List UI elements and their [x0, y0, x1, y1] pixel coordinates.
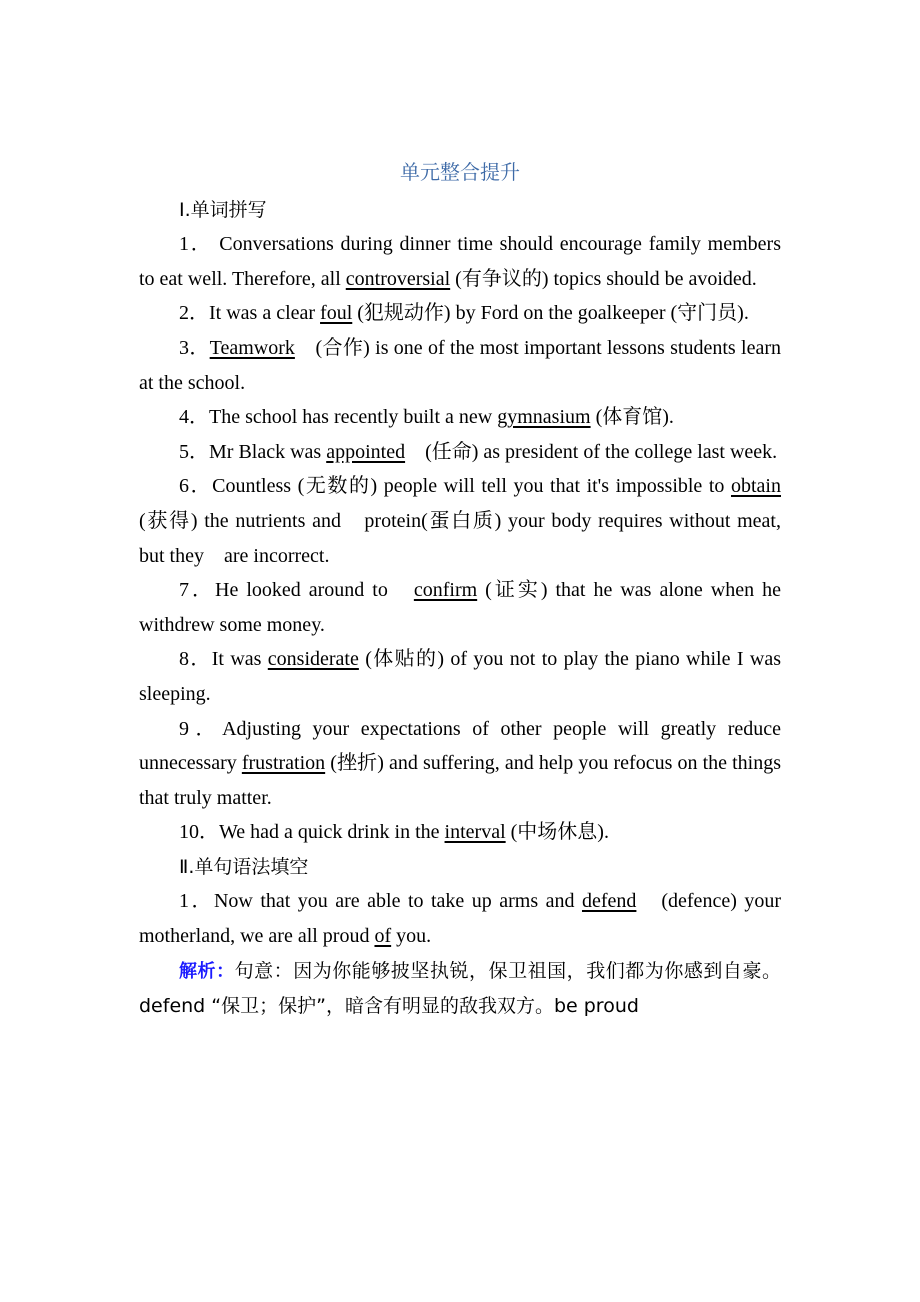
analysis-label: 解析：	[179, 960, 235, 982]
question-text: 4．The school has recently built a new	[179, 406, 498, 429]
question-text: (挫折) and suffering, and help you refocus on the things that truly matter.	[139, 752, 782, 809]
answer-text: interval	[444, 821, 506, 844]
question-text: (获得) the nutrients and protein(蛋白质) your body requires without meat, but they are incorrect.	[139, 509, 781, 567]
exercise-item	[139, 296, 781, 331]
question-text: (任命) as president of the college last week.	[405, 440, 778, 463]
exercise-item	[139, 642, 781, 711]
section-heading-spelling: Ⅰ.单词拼写	[179, 198, 267, 221]
section-heading-grammar: Ⅱ.单句语法填空	[179, 855, 309, 878]
exercise-item	[139, 573, 781, 642]
exercise-item	[139, 815, 781, 850]
question-text: (证实) that he was alone when he withdrew some money.	[139, 579, 781, 636]
answer-text: appointed	[326, 440, 406, 463]
exercise-item	[139, 227, 781, 296]
answer-text: of	[374, 925, 392, 948]
question-text: 10．We had a quick drink in the	[179, 821, 445, 844]
answer-text: obtain	[731, 475, 781, 498]
question-text: 5．Mr Black was	[179, 440, 327, 463]
question-text: 1． Conversations during dinner time should encourage family members to eat well. Therefore, all	[139, 233, 781, 290]
document-page	[139, 156, 781, 1024]
exercise-item	[139, 884, 781, 953]
question-text: (体贴的) of you not to play the piano while I was sleeping.	[139, 648, 781, 705]
answer-text: gymnasium	[497, 406, 591, 429]
analysis-paragraph	[139, 954, 781, 1024]
answer-text: considerate	[267, 648, 359, 671]
exercise-item	[139, 469, 781, 573]
exercise-item	[139, 712, 781, 816]
answer-text: Teamwork	[209, 336, 295, 359]
question-text: you.	[391, 925, 432, 948]
question-text: 6．Countless (无数的) people will tell you that it's impossible to	[179, 475, 731, 498]
question-text: (体育馆).	[590, 406, 674, 429]
question-text: 9．Adjusting your expectations of other people will greatly reduce unnecessary	[139, 717, 781, 775]
question-text: 8．It was	[179, 648, 268, 671]
exercise-item	[139, 400, 781, 435]
grammar-items	[139, 884, 781, 953]
question-text: (有争议的) topics should be avoided.	[450, 267, 757, 290]
question-text: (合作) is one of the most important lessons students learn at the school.	[139, 336, 782, 394]
question-text: 1．Now that you are able to take up arms and	[179, 890, 582, 913]
page-title: 单元整合提升	[400, 162, 520, 184]
answer-text: foul	[320, 302, 353, 325]
question-text: 3．	[179, 336, 210, 359]
question-text: 2．It was a clear	[179, 302, 321, 325]
spelling-items	[139, 227, 781, 850]
answer-text: defend	[581, 890, 637, 913]
answer-text: confirm	[413, 579, 478, 602]
question-text: (犯规动作) by Ford on the goalkeeper (守门员).	[352, 302, 749, 325]
question-text: (defence) your motherland, we are all proud	[139, 890, 781, 948]
exercise-item	[139, 435, 781, 470]
analysis-text: 句意：因为你能够披坚执锐，保卫祖国，我们都为你感到自豪。defend “保卫；保护”，暗含有明显的敌我双方。be proud	[139, 959, 781, 1018]
question-text: (中场休息).	[505, 821, 609, 844]
exercise-item	[139, 331, 781, 400]
answer-text: controversial	[345, 267, 451, 290]
answer-text: frustration	[241, 752, 326, 775]
question-text: 7．He looked around to	[179, 579, 414, 602]
